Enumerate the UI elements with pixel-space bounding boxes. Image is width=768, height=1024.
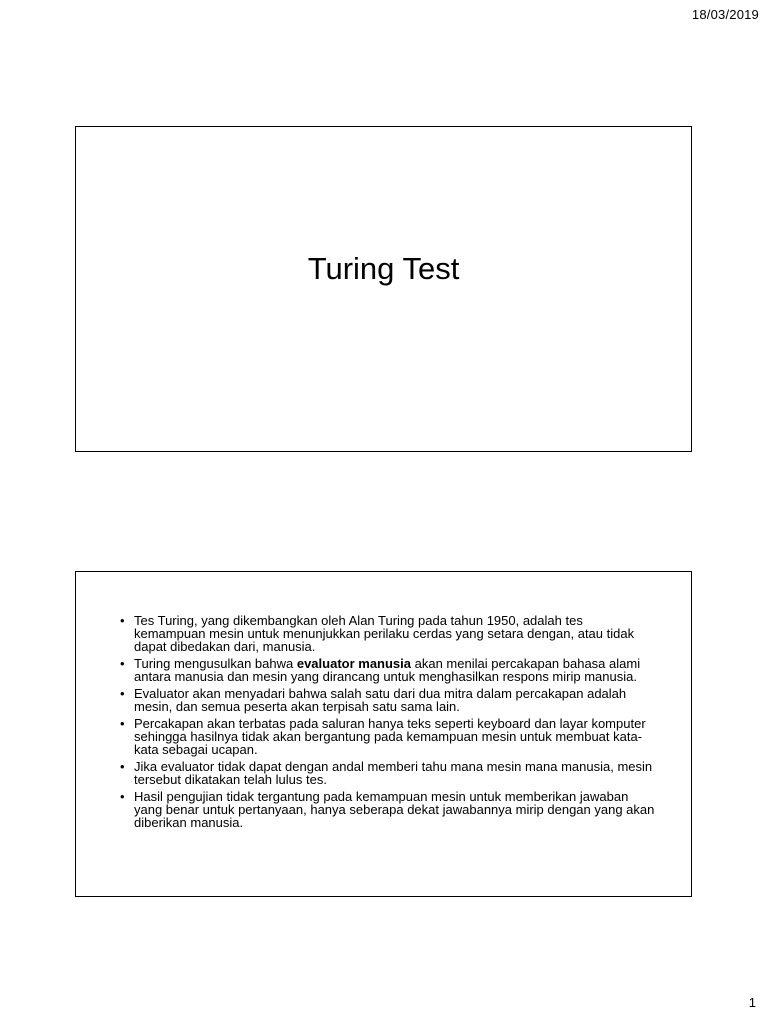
bullet-text: Evaluator akan menyadari bahwa salah satu dari dua mitra dalam percakapan adalah mesin, dan semua peserta akan terpisah satu sama lain.	[134, 686, 627, 714]
bullet-marker: •	[120, 613, 125, 628]
print-date: 18/03/2019	[691, 7, 759, 22]
bullet-item	[120, 657, 655, 683]
bullet-item	[120, 790, 655, 829]
bullet-text: Tes Turing, yang dikembangkan oleh Alan Turing pada tahun 1950, adalah tes kemampuan mesin untuk menunjukkan perilaku cerdas yang setara dengan, atau tidak dapat dibedakan dari, manusia.	[134, 613, 635, 654]
slide-2	[75, 571, 692, 897]
bullet-marker: •	[120, 759, 125, 774]
bullet-marker: •	[120, 789, 125, 804]
bullet-item	[120, 717, 655, 756]
bullet-bold-text: evaluator manusia	[296, 656, 411, 671]
bullet-marker: •	[120, 716, 125, 731]
bullet-marker: •	[120, 656, 125, 671]
bullet-marker: •	[120, 686, 125, 701]
slide-title: Turing Test	[307, 251, 460, 286]
bullet-text: Jika evaluator tidak dapat dengan andal memberi tahu mana mesin mana manusia, mesin tersebut dikatakan telah lulus tes.	[134, 759, 653, 787]
bullet-item	[120, 760, 655, 786]
slide-1	[75, 126, 692, 452]
bullet-item	[120, 614, 655, 653]
page-number: 1	[748, 995, 756, 1010]
bullet-text: Hasil pengujian tidak tergantung pada kemampuan mesin untuk memberikan jawaban yang benar untuk pertanyaan, hanya seberapa dekat jawabannya mirip dengan yang akan diberikan manusia.	[134, 789, 655, 830]
bullet-item	[120, 687, 655, 713]
bullet-list	[120, 614, 655, 833]
bullet-text-after: akan menilai percakapan bahasa alami antara manusia dan mesin yang dirancang untuk menghasilkan respons mirip manusia.	[134, 656, 641, 684]
bullet-text: Percakapan akan terbatas pada saluran hanya teks seperti keyboard dan layar komputer sehingga hasilnya tidak akan bergantung pada kemampuan mesin untuk membuat kata-kata sebagai ucapan.	[134, 716, 646, 757]
bullet-text: Turing mengusulkan bahwa	[134, 656, 297, 671]
